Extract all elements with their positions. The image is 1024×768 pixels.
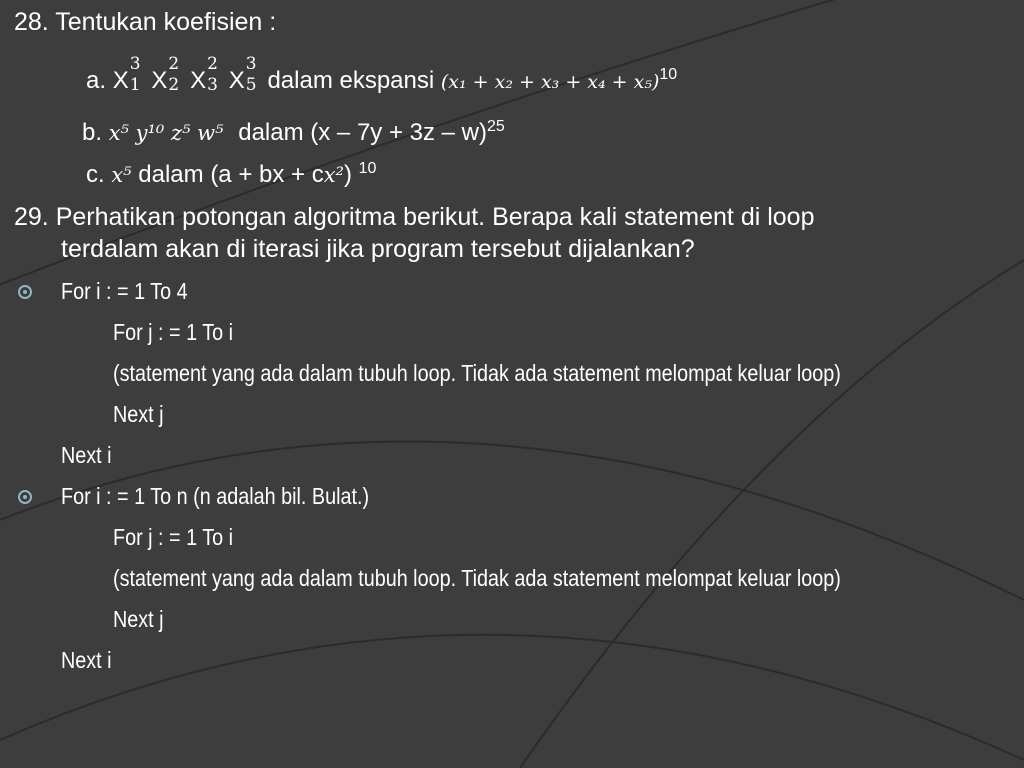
q28-b-text: dalam (x – 7y + 3z – w)	[238, 119, 487, 146]
q29-line1: 29. Perhatikan potongan algoritma berikut. Berapa kali statement di loop	[14, 203, 815, 231]
q28-a	[86, 54, 678, 95]
q28-a-power: 10	[659, 66, 678, 83]
q28-c-term: x⁵	[111, 163, 132, 187]
code2-for-i: For i : = 1 To n (n adalah bil. Bulat.)	[61, 483, 370, 509]
q28-c	[86, 160, 376, 189]
code1-statement: (statement yang ada dalam tubuh loop. Tidak ada statement melompat keluar loop)	[113, 360, 841, 386]
q28-b-power: 25	[487, 118, 505, 135]
q28-b	[82, 118, 505, 147]
q28-c-close: )	[343, 161, 352, 188]
code1-next-i: Next i	[61, 442, 112, 468]
code2-next-i: Next i	[61, 647, 112, 673]
q28-b-terms: x⁵ y¹⁰ z⁵ w⁵	[108, 121, 224, 145]
code2-for-j: For j : = 1 To i	[113, 524, 234, 550]
q28-a-term-3: X 2 3	[190, 54, 218, 95]
code1-for-i: For i : = 1 To 4	[61, 278, 188, 304]
q28-a-term-2: X 2 2	[151, 54, 180, 95]
q28-a-term-4: X 3 5	[228, 54, 257, 95]
q29-line2: terdalam akan di iterasi jika program tersebut dijalankan?	[61, 235, 695, 263]
bullet-icon	[18, 490, 32, 504]
q28-c-inner: x²	[323, 163, 344, 187]
code2-next-j: Next j	[113, 606, 164, 632]
code2-statement: (statement yang ada dalam tubuh loop. Tidak ada statement melompat keluar loop)	[113, 565, 841, 591]
q28-b-label: b.	[82, 119, 103, 146]
q28-c-text: dalam (a + bx + c	[138, 161, 324, 188]
q28-a-expr: (x₁ + x₂ + x₃ + x₄ + x₅)	[440, 71, 660, 93]
code1-for-j: For j : = 1 To i	[113, 319, 234, 345]
q28-a-label: a.	[86, 67, 113, 94]
code1-next-j: Next j	[113, 401, 164, 427]
q28-title: 28. Tentukan koefisien :	[14, 8, 277, 36]
q28-c-label: c.	[86, 161, 105, 188]
q28-c-power: 10	[358, 160, 377, 177]
q28-a-term-1: X 3 1	[112, 54, 141, 95]
bullet-icon	[18, 285, 32, 299]
q28-a-text: dalam ekspansi	[267, 67, 435, 94]
